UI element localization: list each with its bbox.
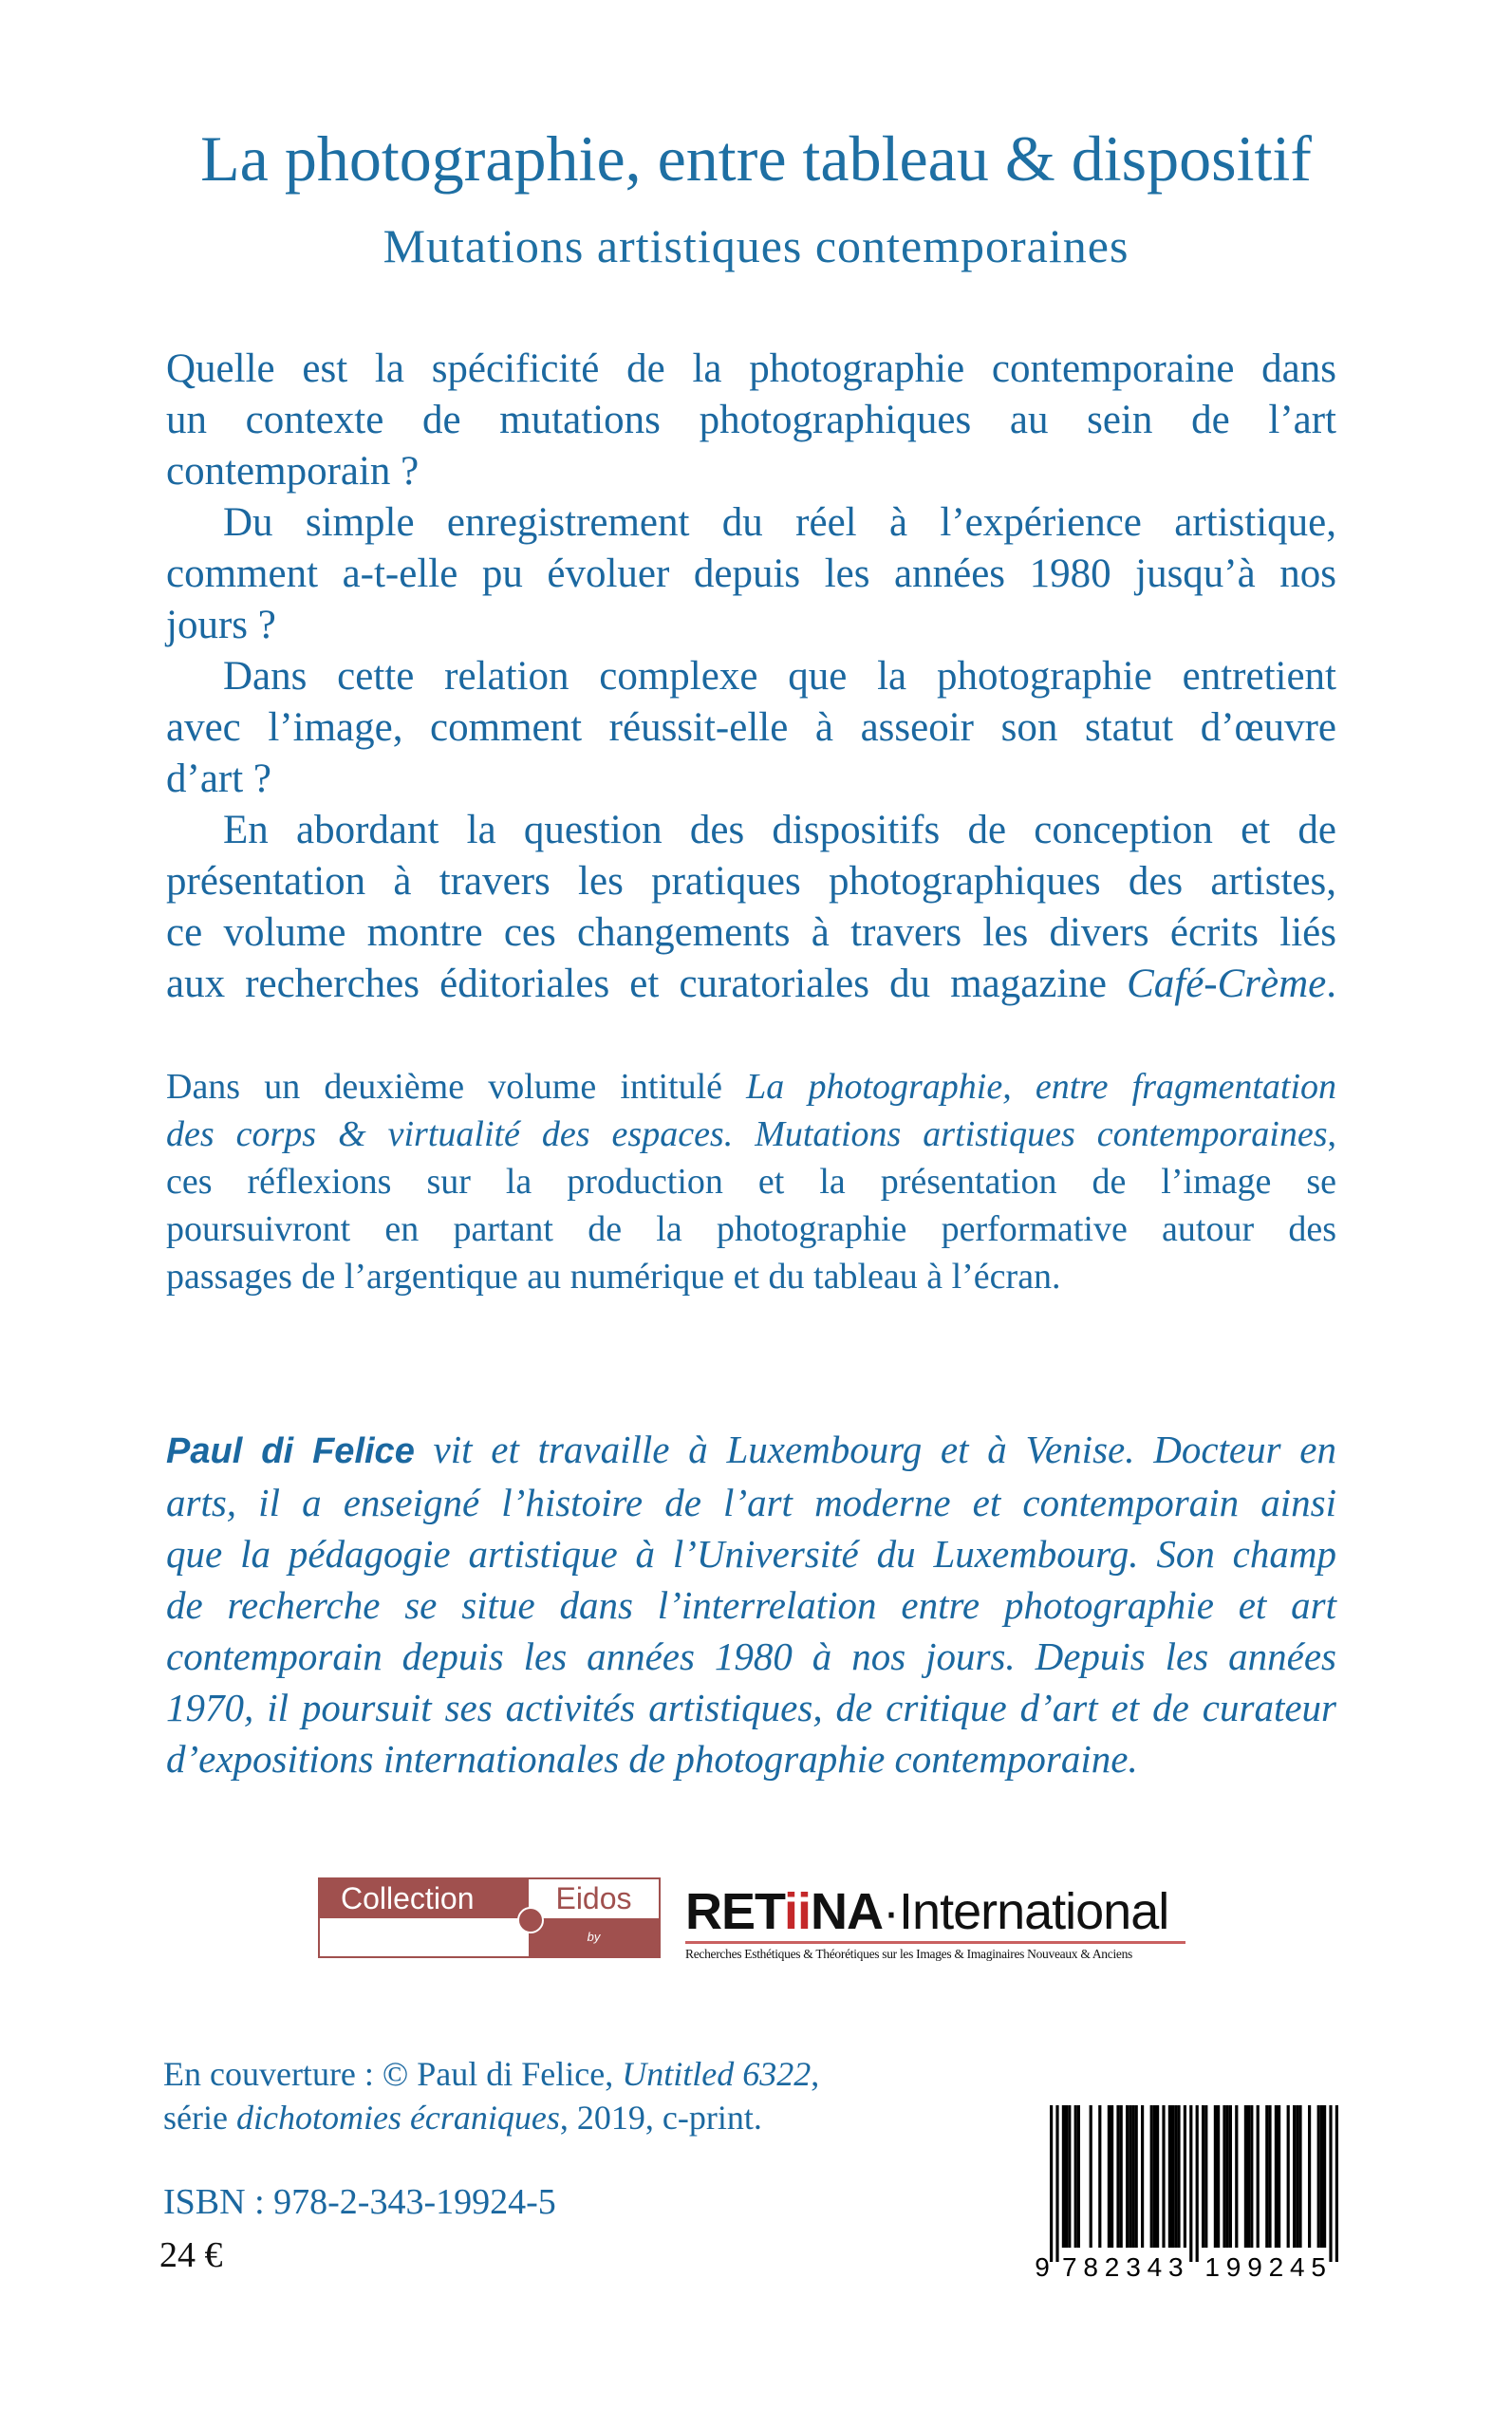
- text-line: [166, 702, 1336, 754]
- barcode-bar: [1226, 2105, 1229, 2248]
- collection-eidos-logo: [318, 1877, 661, 1982]
- text-line: [166, 1579, 1336, 1631]
- barcode-digit: 1: [1204, 2252, 1220, 2282]
- barcode-bar: [1235, 2105, 1238, 2248]
- text-segment: vit et travaille à Luxembourg et à Venise. Docteur en: [414, 1428, 1336, 1471]
- barcode-bar: [1153, 2105, 1156, 2248]
- credit-line2-suffix: , 2019, c-print.: [559, 2099, 762, 2137]
- text-line: [166, 907, 1336, 959]
- credit-prefix: En couverture : © Paul di Felice,: [163, 2055, 623, 2093]
- barcode-digit: 9: [1035, 2252, 1050, 2282]
- text-line: [166, 1424, 1336, 1477]
- barcode-bar: [1275, 2105, 1278, 2248]
- barcode-digit: 7: [1062, 2252, 1077, 2282]
- text-segment: des corps & virtualité des espaces. Mutations artistiques contemporaines: [166, 1114, 1328, 1154]
- text-segment: d’art ?: [166, 756, 272, 801]
- barcode-bar: [1214, 2105, 1217, 2248]
- text-segment: comment a-t-elle pu évoluer depuis les années 1980 jusqu’à nos: [166, 551, 1336, 596]
- text-line: [166, 600, 1336, 651]
- author-name: Paul di Felice: [166, 1431, 415, 1471]
- barcode-bar: [1141, 2105, 1144, 2248]
- barcode-digit: 8: [1083, 2252, 1098, 2282]
- barcode-bar: [1111, 2105, 1113, 2248]
- barcode-bar: [1265, 2105, 1268, 2248]
- barcode-bar: [1168, 2105, 1171, 2248]
- text-line: [166, 856, 1336, 907]
- barcode-bar: [1204, 2105, 1207, 2248]
- barcode-guard-bar: [1335, 2105, 1338, 2262]
- barcode-bar: [1317, 2105, 1320, 2248]
- text-line: [166, 1205, 1336, 1253]
- barcode-bar: [1323, 2105, 1326, 2248]
- barcode-bar: [1074, 2105, 1077, 2248]
- barcode-bar: [1247, 2105, 1250, 2248]
- text-line: [166, 1528, 1336, 1579]
- barcode-digit: 4: [1147, 2252, 1163, 2282]
- barcode-bar: [1202, 2105, 1204, 2248]
- barcode-bar: [1077, 2105, 1080, 2248]
- barcode-bar: [1287, 2105, 1290, 2248]
- text-segment: En abordant la question des dispositifs de conception et de: [223, 808, 1336, 852]
- barcode-guard-bar: [1329, 2105, 1332, 2262]
- text-segment: poursuivront en partant de la photographie performative autour des: [166, 1209, 1336, 1249]
- text-line: [166, 959, 1336, 1010]
- barcode-bar: [1268, 2105, 1271, 2248]
- text-line: [166, 395, 1336, 446]
- barcode-bar: [1068, 2105, 1071, 2248]
- barcode-bar: [1162, 2105, 1165, 2248]
- barcode-guard-bar: [1189, 2105, 1192, 2262]
- text-line: [166, 651, 1336, 702]
- credit-line2-prefix: série: [163, 2099, 236, 2137]
- retina-ret: RET: [685, 1883, 785, 1940]
- barcode-bar: [1217, 2105, 1220, 2248]
- retina-wordmark: [685, 1884, 1185, 1939]
- text-segment: contemporain ?: [166, 449, 420, 494]
- barcode-guard-bar: [1196, 2105, 1199, 2262]
- barcode-bar: [1065, 2105, 1068, 2248]
- barcode-bar: [1135, 2105, 1138, 2248]
- barcode-bar: [1171, 2105, 1174, 2248]
- text-segment: de recherche se situe dans l’interrelation entre photographie et art: [166, 1583, 1336, 1627]
- text-segment: avec l’image, comment réussit-elle à asseoir son statut d’œuvre: [166, 705, 1336, 750]
- barcode-bar: [1150, 2105, 1153, 2248]
- text-line: [166, 1733, 1336, 1784]
- logo-dot-icon: [517, 1907, 544, 1933]
- barcode-digit: 2: [1268, 2252, 1284, 2282]
- text-segment: 1970, il poursuit ses activités artistiques, de critique d’art et de curateur: [166, 1686, 1336, 1729]
- text-line: [166, 754, 1336, 805]
- text-segment: ,: [1327, 1114, 1336, 1154]
- credit-sep: ,: [811, 2055, 820, 2093]
- barcode-bar: [1062, 2105, 1065, 2248]
- price: 24 €: [159, 2235, 223, 2275]
- barcode-bar: [1126, 2105, 1129, 2248]
- barcode-bar: [1156, 2105, 1159, 2248]
- text-line: [166, 1631, 1336, 1682]
- text-segment: que la pédagogie artistique à l’Université du Luxembourg. Son champ: [166, 1532, 1336, 1576]
- text-segment: Quelle est la spécificité de la photographie contemporaine dans: [166, 346, 1336, 391]
- collection-byline: by RETINA.International: [529, 1918, 659, 1956]
- book-subtitle: Mutations artistiques contemporaines: [383, 219, 1129, 272]
- barcode-digit: 5: [1311, 2252, 1326, 2282]
- barcode-bar: [1278, 2105, 1280, 2248]
- barcode-bar: [1174, 2105, 1177, 2248]
- retina-ii: ii: [784, 1883, 812, 1940]
- author-bio: [166, 1424, 1336, 1784]
- text-segment: jours ?: [166, 603, 276, 647]
- text-segment: .: [1326, 962, 1336, 1006]
- collection-label: Collection: [320, 1879, 529, 1918]
- credit-work: Untitled 6322: [622, 2055, 812, 2093]
- text-line: [166, 1682, 1336, 1733]
- text-line: [166, 549, 1336, 600]
- text-segment: passages de l’argentique au numérique et du tableau à l’écran.: [166, 1257, 1061, 1297]
- barcode-bar: [1177, 2105, 1180, 2248]
- barcode-bar: [1090, 2105, 1092, 2248]
- barcode-digit: 4: [1290, 2252, 1305, 2282]
- barcode-bar: [1298, 2105, 1301, 2248]
- credit-series: dichotomies écraniques: [235, 2099, 560, 2137]
- barcode-bar: [1229, 2105, 1232, 2248]
- text-line: [166, 805, 1336, 856]
- text-line: [166, 1111, 1336, 1158]
- text-segment: présentation à travers les pratiques photographiques des artistes,: [166, 859, 1336, 904]
- description-paragraph: [166, 344, 1336, 1010]
- text-line: [166, 1253, 1336, 1300]
- barcode-bar: [1296, 2105, 1298, 2248]
- text-segment: aux recherches éditoriales et curatoriales du magazine: [166, 962, 1128, 1006]
- barcode-digit: 9: [1247, 2252, 1262, 2282]
- retina-international: ·International: [883, 1883, 1169, 1940]
- barcode-bar: [1293, 2105, 1296, 2248]
- text-line: [166, 1477, 1336, 1528]
- barcode-digit: 2: [1104, 2252, 1120, 2282]
- text-line: [166, 344, 1336, 395]
- barcode-bar: [1223, 2105, 1225, 2248]
- text-segment: d’expositions internationales de photographie contemporaine.: [166, 1737, 1138, 1781]
- text-segment: ces réflexions sur la production et la présentation de l’image se: [166, 1162, 1336, 1202]
- barcode: [1036, 2105, 1345, 2281]
- text-segment: Dans cette relation complexe que la photographie entretient: [223, 654, 1336, 699]
- text-segment: contemporain depuis les années 1980 à nos jours. Depuis les années: [166, 1634, 1336, 1678]
- book-title: La photographie, entre tableau & dispositif: [200, 122, 1312, 195]
- text-segment: Café-Crème: [1127, 962, 1327, 1006]
- barcode-bar: [1257, 2105, 1260, 2248]
- barcode-digit: 3: [1168, 2252, 1184, 2282]
- text-segment: un contexte de mutations photographiques au sein de l’art: [166, 398, 1336, 442]
- text-line: [166, 1158, 1336, 1205]
- barcode-bar: [1129, 2105, 1131, 2248]
- retina-na: NA: [811, 1883, 884, 1940]
- text-segment: Du simple enregistrement du réel à l’expérience artistique,: [223, 500, 1336, 545]
- text-segment: La photographie, entre fragmentation: [746, 1067, 1336, 1107]
- barcode-bar: [1098, 2105, 1101, 2248]
- barcode-bar: [1244, 2105, 1247, 2248]
- barcode-bar: [1184, 2105, 1186, 2248]
- second-volume-paragraph: [166, 1063, 1336, 1300]
- barcode-guard-bar: [1055, 2105, 1058, 2262]
- barcode-guard-bar: [1050, 2105, 1053, 2262]
- barcode-bar: [1320, 2105, 1323, 2248]
- text-segment: ce volume montre ces changements à travers les divers écrits liés: [166, 910, 1336, 955]
- retina-international-logo: [685, 1884, 1185, 1962]
- barcode-bar: [1116, 2105, 1119, 2248]
- retina-tagline: Recherches Esthétiques & Théorétiques sur les Images & Imaginaires Nouveaux & Anciens: [685, 1947, 1132, 1961]
- text-line: [166, 1063, 1336, 1111]
- barcode-bar: [1308, 2105, 1311, 2248]
- barcode-bar: [1250, 2105, 1253, 2248]
- barcode-digit: 3: [1126, 2252, 1141, 2282]
- barcode-bar: [1131, 2105, 1134, 2248]
- text-segment: arts, il a enseigné l’histoire de l’art moderne et contemporain ainsi: [166, 1481, 1336, 1524]
- text-line: [166, 446, 1336, 497]
- isbn: ISBN : 978-2-343-19924-5: [163, 2182, 556, 2222]
- cover-credit: [163, 2052, 819, 2139]
- barcode-digit: 9: [1225, 2252, 1241, 2282]
- text-segment: Dans un deuxième volume intitulé: [166, 1067, 747, 1107]
- text-line: [166, 497, 1336, 549]
- eidos-label: Eidos: [555, 1881, 632, 1915]
- retina-rule: [685, 1941, 1185, 1944]
- barcode-bar: [1120, 2105, 1123, 2248]
- barcode-bar: [1108, 2105, 1111, 2248]
